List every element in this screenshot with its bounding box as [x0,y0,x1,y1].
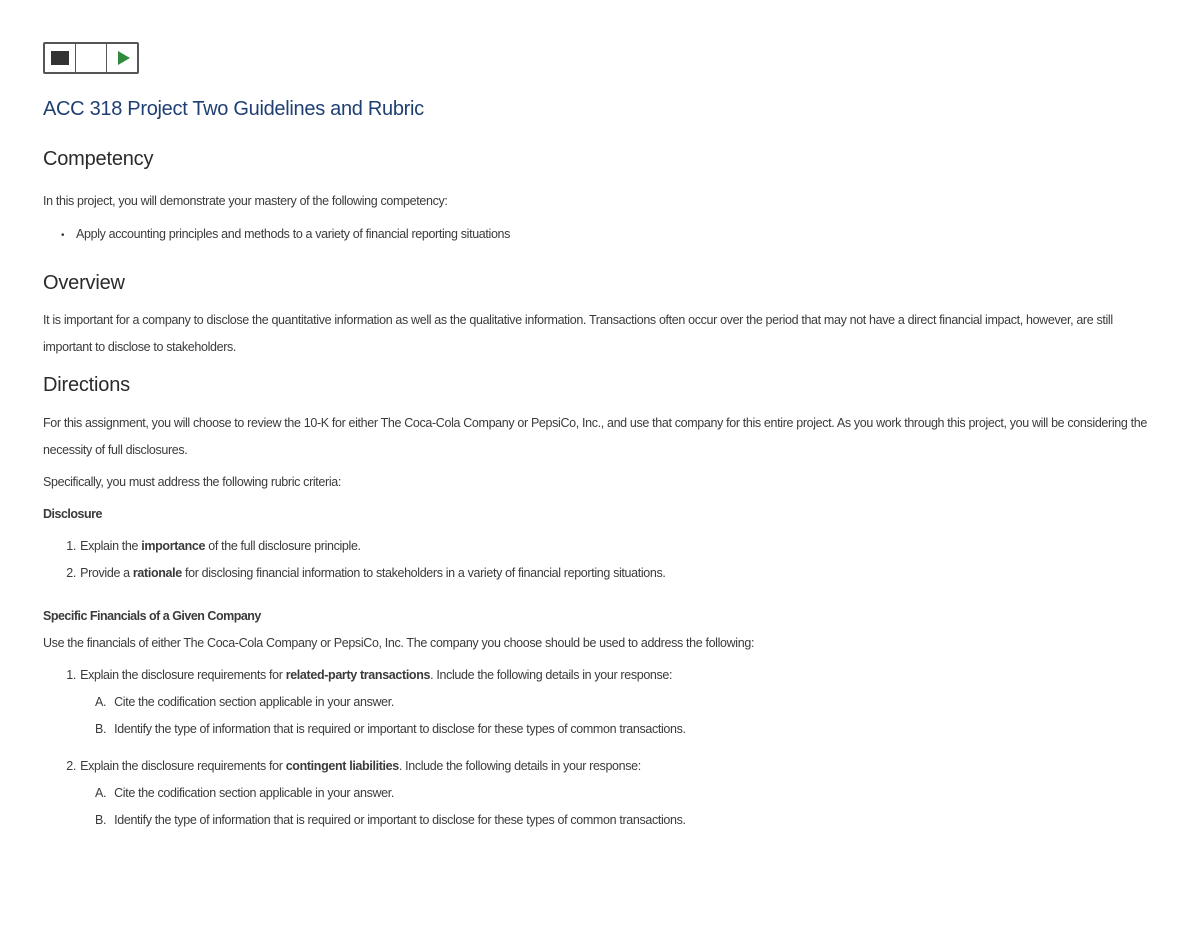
specific-financials-list [43,662,1163,834]
item-text: Identify the type of information that is required or important to disclose for these types of common transactions. [114,722,686,736]
list-item-text: Apply accounting principles and methods to a variety of financial reporting situations [76,227,511,241]
directions-criteria-intro: Specifically, you must address the following rubric criteria: [43,475,341,489]
audio-player-controls [43,42,139,74]
item-letter: A. [95,695,107,709]
sub-list [43,689,1163,743]
sub-list-item [95,780,1163,807]
item-text: Provide a [80,566,133,580]
item-text: Explain the disclosure requirements for [80,759,286,773]
item-text: for disclosing financial information to stakeholders in a variety of financial reporting situations. [181,566,666,580]
competency-list [43,221,1163,249]
stop-icon [51,51,69,65]
item-keyword: contingent liabilities [285,759,399,773]
specific-financials-heading: Specific Financials of a Given Company [43,609,261,623]
item-number: 2. [66,759,76,773]
item-number: 1. [66,539,76,553]
item-text: Cite the codification section applicable in your answer. [114,786,395,800]
overview-text: It is important for a company to disclose the quantitative information as well as the qualitative information. Transactions often occur over the period that may not have a direct financial impact, however, are still important to disclose to stakeholders. [43,313,1113,354]
item-text: . Include the following details in your response: [398,759,641,773]
item-text: Explain the [80,539,142,553]
overview-heading: Overview [43,272,125,294]
disclosure-list [43,533,1163,587]
sub-list-item [95,807,1163,834]
item-keyword: related-party transactions [285,668,431,682]
pause-button[interactable] [76,44,107,72]
list-item [61,221,1163,249]
sub-list [43,780,1163,834]
item-text: . Include the following details in your response: [430,668,673,682]
play-button[interactable] [107,44,137,72]
competency-intro: In this project, you will demonstrate your mastery of the following competency: [43,194,448,208]
item-text: Identify the type of information that is required or important to disclose for these types of common transactions. [114,813,686,827]
item-number: 1. [66,668,76,682]
disclosure-heading: Disclosure [43,507,102,521]
item-text: of the full disclosure principle. [205,539,361,553]
list-item [43,753,1163,834]
item-text: Cite the codification section applicable in your answer. [114,695,395,709]
item-keyword: rationale [132,566,182,580]
sub-list-item [95,716,1163,743]
play-icon [118,51,130,65]
list-item [43,662,1163,743]
stop-button[interactable] [45,44,76,72]
document-page [43,42,1163,834]
item-keyword: importance [141,539,206,553]
list-item [43,533,1163,560]
item-text: Explain the disclosure requirements for [80,668,286,682]
list-item [43,560,1163,587]
item-letter: A. [95,786,107,800]
directions-paragraph: For this assignment, you will choose to review the 10-K for either The Coca-Cola Company or PepsiCo, Inc., and use that company for this entire project. As you work through this project, you will be considering the necessity of full disclosures. [43,416,1147,457]
page-title: ACC 318 Project Two Guidelines and Rubric [43,98,424,120]
directions-heading: Directions [43,374,130,396]
competency-heading: Competency [43,148,154,170]
sub-list-item [95,689,1163,716]
item-number: 2. [66,566,76,580]
item-letter: B. [95,722,107,736]
item-letter: B. [95,813,107,827]
specific-financials-intro: Use the financials of either The Coca-Cola Company or PepsiCo, Inc. The company you choose should be used to address the following: [43,636,755,650]
